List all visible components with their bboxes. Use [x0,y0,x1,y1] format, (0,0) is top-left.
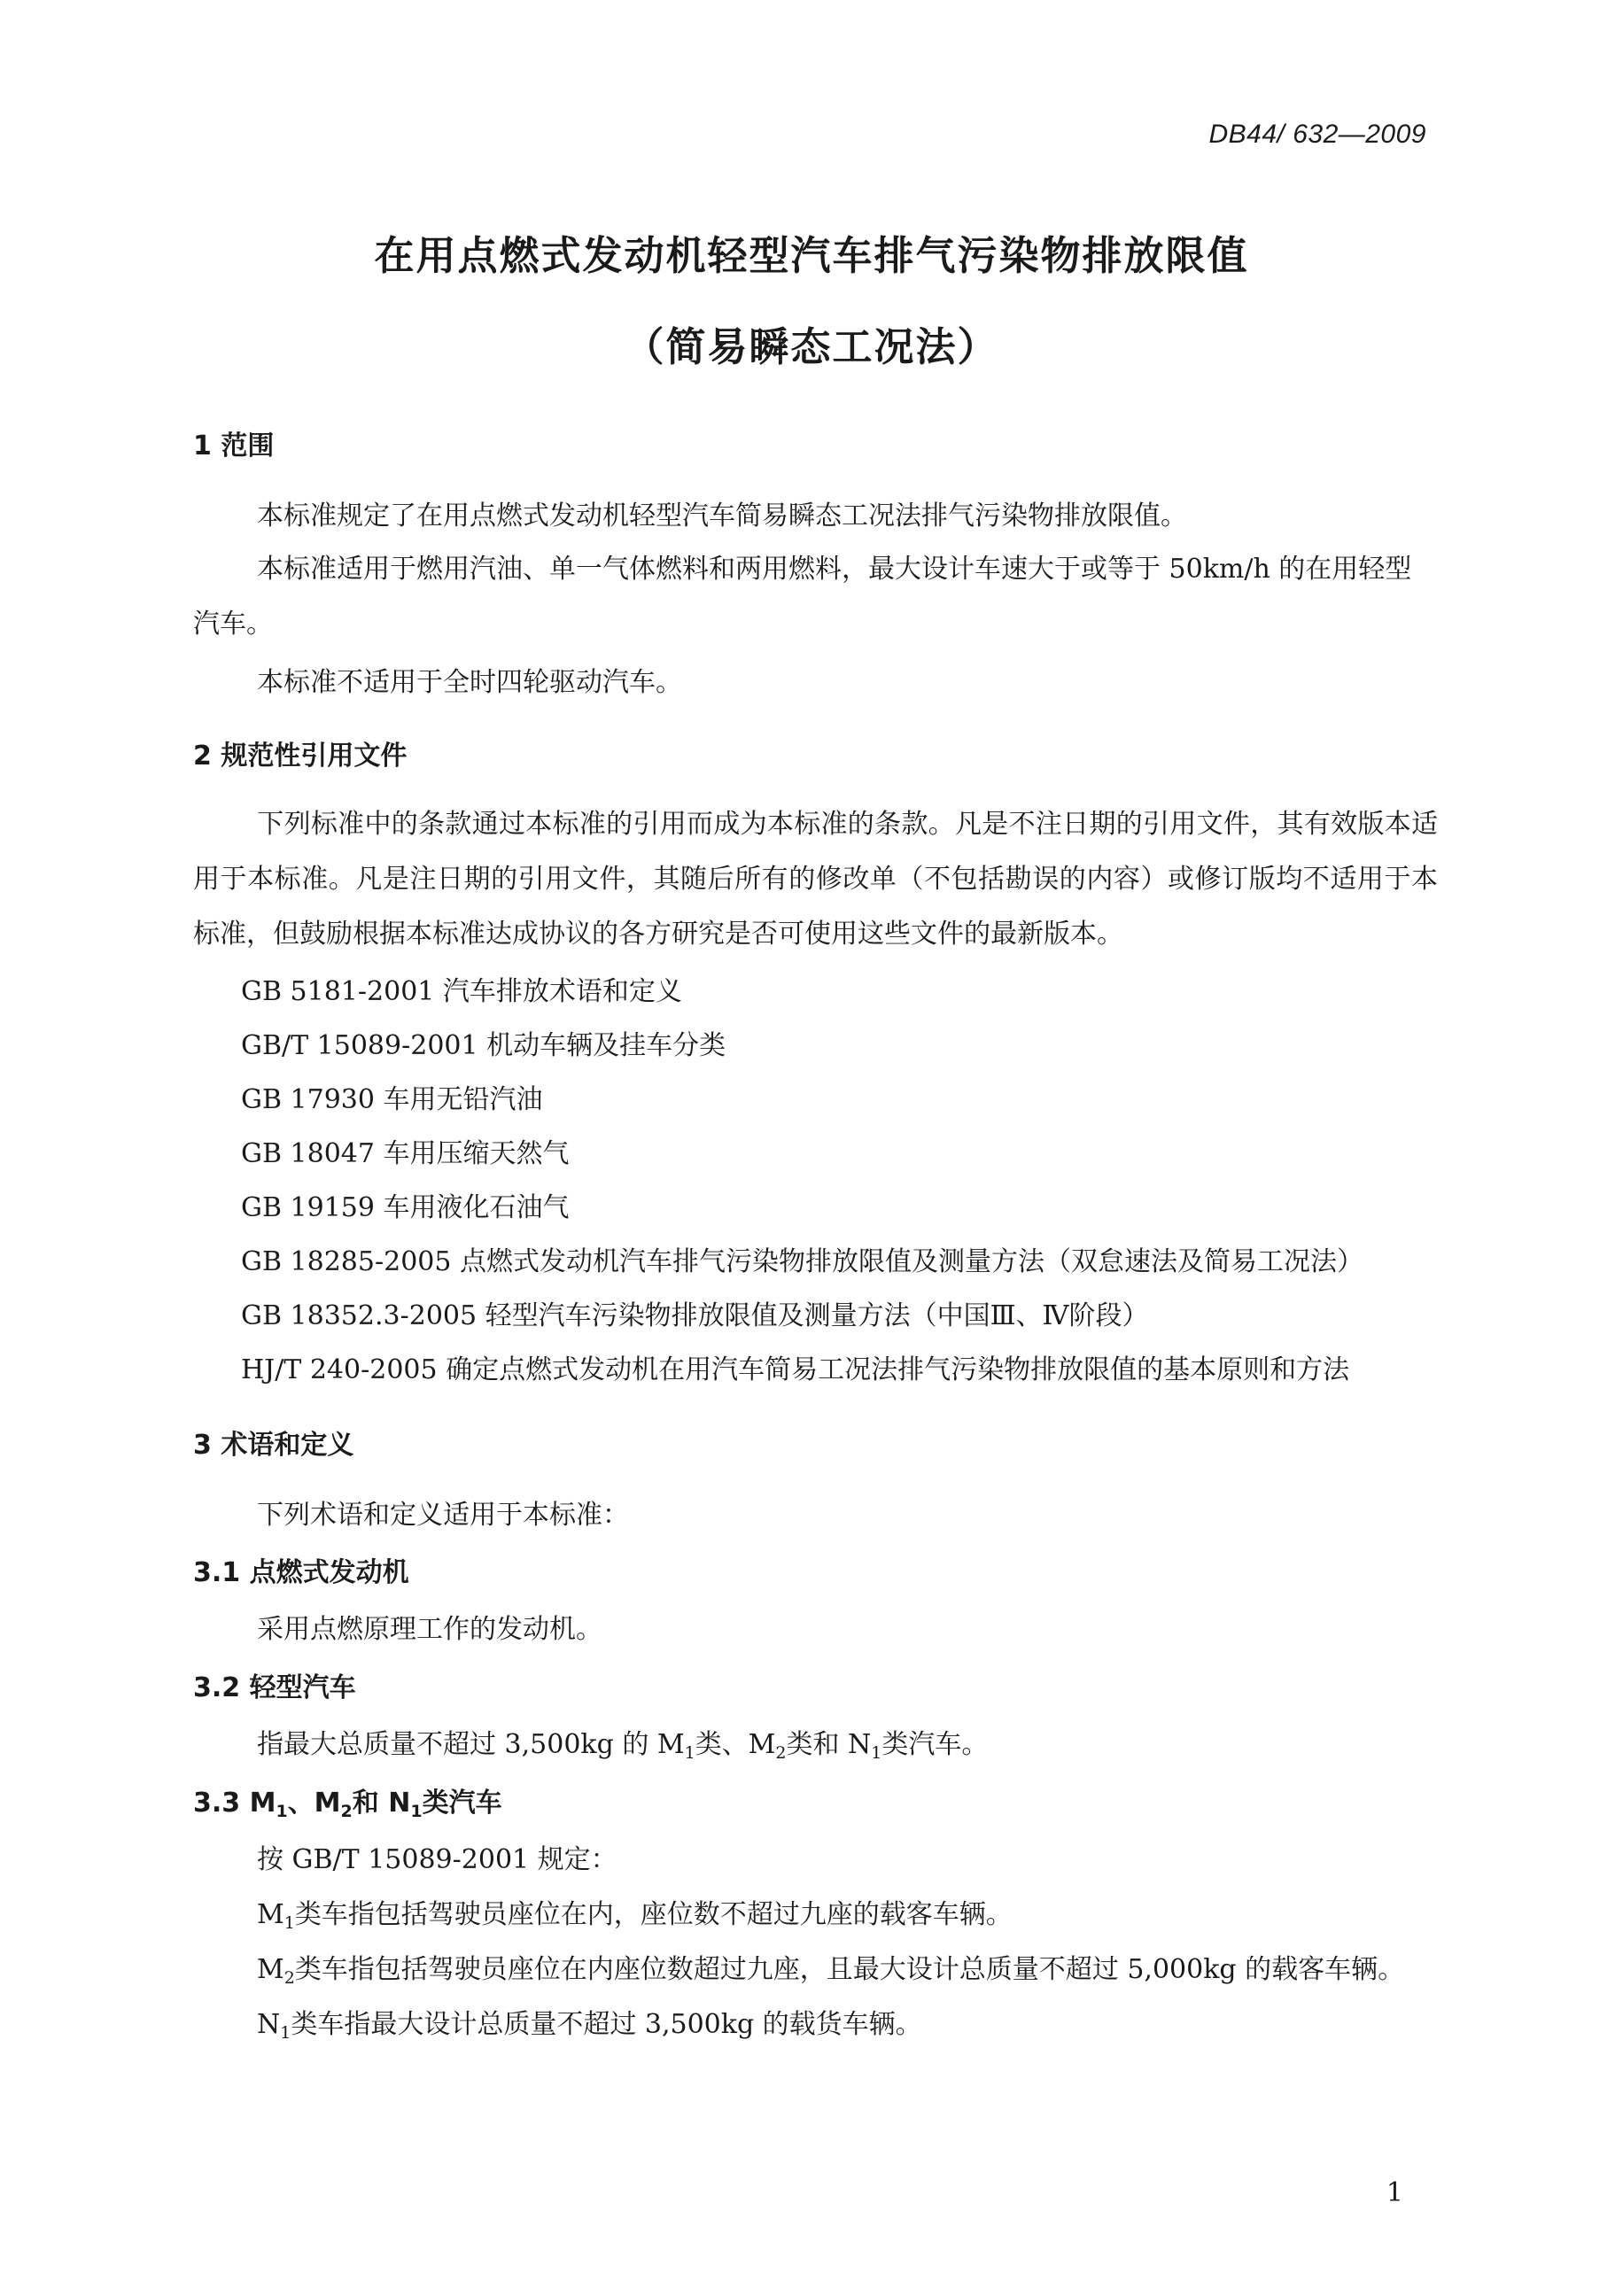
m1-definition-text: 类车指包括驾驶员座位在内，座位数不超过九座的载客车辆。 [294,1899,1013,1930]
n1-definition-text: 类车指最大设计总质量不超过 3,500kg 的载货车辆。 [291,2009,922,2040]
subscript: 1 [871,1743,882,1763]
reference-item: GB 18285-2005 点燃式发动机汽车排气污染物排放限值及测量方法（双怠速法及简易工况法） [241,1246,1364,1277]
definition-3-2-text-part: 类汽车。 [881,1729,989,1760]
n1-definition [257,2002,922,2043]
section-3-intro: 下列术语和定义适用于本标准： [257,1500,629,1531]
reference-item: GB 17930 车用无铅汽油 [241,1084,543,1115]
page-number: 1 [1386,2177,1403,2208]
section-1-paragraph-3-text: 本标准不适用于全时四轮驱动汽车。 [257,667,682,698]
subscript: 1 [283,1913,295,1933]
subscript: 1 [684,1743,695,1763]
definition-3-1-heading: 3.1 点燃式发动机 [193,1557,409,1588]
symbol-m: M [257,1899,284,1930]
definition-3-2-heading: 3.2 轻型汽车 [193,1672,356,1703]
section-1-paragraph-2-text: 本标准适用于燃用汽油、单一气体燃料和两用燃料，最大设计车速大于或等于 50km/h 的在用轻型汽车。 [193,554,1412,640]
definition-3-2-text [257,1722,988,1763]
definition-3-1-text: 采用点燃原理工作的发动机。 [257,1614,602,1645]
subscript: 1 [276,1802,288,1821]
document-title: 在用点燃式发动机轻型汽车排气污染物排放限值 [374,232,1249,279]
m2-definition-text: 类车指包括驾驶员座位在内座位数超过九座，且最大设计总质量不超过 5,000kg 的载客车辆。 [294,1954,1405,1985]
definition-3-3-heading-part: 、M [287,1788,341,1819]
definition-3-3-heading-part: 和 N [352,1788,411,1819]
definition-3-3-heading-part: 类汽车 [422,1788,502,1819]
reference-item: GB 5181-2001 汽车排放术语和定义 [241,976,682,1007]
subscript: 1 [410,1802,423,1821]
document-code: DB44/ 632—2009 [1208,120,1426,149]
reference-item: GB 19159 车用液化石油气 [241,1192,570,1223]
section-2-paragraph [193,797,1438,962]
subscript: 2 [775,1743,787,1763]
subscript: 2 [283,1968,295,1988]
m2-definition [257,1947,1404,1988]
reference-item: GB/T 15089-2001 机动车辆及挂车分类 [241,1030,726,1061]
definition-3-2-text-part: 指最大总质量不超过 3,500kg 的 M [257,1729,685,1760]
section-1-paragraph-1 [193,489,1433,544]
document-subtitle: （简易瞬态工况法） [624,323,999,370]
subscript: 2 [340,1802,353,1821]
subscript: 1 [280,2023,291,2043]
m1-definition [257,1892,1013,1933]
symbol-n: N [257,2009,281,2040]
section-1-paragraph-2 [193,542,1433,652]
reference-item: HJ/T 240-2005 确定点燃式发动机在用汽车简易工况法排气污染物排放限值的基本原则和方法 [241,1354,1350,1385]
section-2-paragraph-text: 下列标准中的条款通过本标准的引用而成为本标准的条款。凡是不注日期的引用文件，其有效版本适用于本标准。凡是注日期的引用文件，其随后所有的修改单（不包括勘误的内容）或修订版均不适用于本标准，但鼓励根据本标准达成协议的各方研究是否可使用这些文件的最新版本。 [193,809,1438,950]
section-1-paragraph-1-text: 本标准规定了在用点燃式发动机轻型汽车简易瞬态工况法排气污染物排放限值。 [257,500,1187,531]
section-3-heading: 3 术语和定义 [193,1430,354,1461]
definition-3-2-text-part: 类和 N [786,1729,872,1760]
section-2-heading: 2 规范性引用文件 [193,741,408,772]
definition-3-3-intro: 按 GB/T 15089-2001 规定： [257,1844,617,1875]
section-1-heading: 1 范围 [193,430,275,462]
symbol-m: M [257,1954,284,1985]
section-1-paragraph-3 [193,655,1433,710]
definition-3-3-heading-part: 3.3 M [193,1788,276,1819]
definition-3-3-heading [193,1780,502,1821]
reference-item: GB 18047 车用压缩天然气 [241,1138,570,1169]
definition-3-2-text-part: 类、M [695,1729,776,1760]
reference-item: GB 18352.3-2005 轻型汽车污染物排放限值及测量方法（中国Ⅲ、Ⅳ阶段） [241,1300,1149,1331]
